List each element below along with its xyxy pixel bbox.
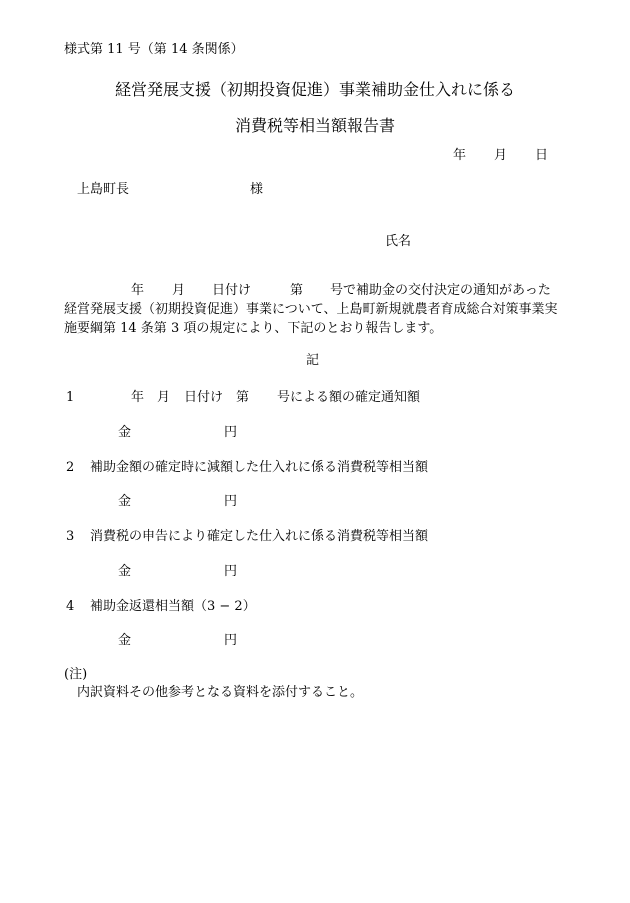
item-4-kin: 金 [118, 633, 132, 648]
date-day-label: 日 [535, 148, 549, 163]
addressee-name: 上島町長 [77, 182, 130, 197]
item-3-en: 円 [224, 564, 238, 579]
item-1-dated: 日付け [184, 390, 224, 405]
addressee-honorific: 様 [250, 182, 264, 197]
item-4-en: 円 [224, 633, 238, 648]
body-month: 月 [172, 283, 186, 298]
item-2-text: 補助金額の確定時に減額した仕入れに係る消費税等相当額 [90, 460, 429, 475]
item-2-kin: 金 [118, 494, 132, 509]
document-title-line-2: 消費税等相当額報告書 [234, 116, 395, 135]
note-text: 内訳資料その他参考となる資料を添付すること。 [77, 685, 364, 700]
item-3-kin: 金 [118, 564, 132, 579]
date-year-label: 年 [453, 148, 467, 163]
body-line1-text: 号で補助金の交付決定の通知があった [330, 283, 551, 298]
note-label: (注) [64, 667, 88, 682]
ki-heading: 記 [306, 353, 320, 368]
item-1-month: 月 [157, 390, 171, 405]
item-number: 2 [66, 460, 75, 475]
item-1-year: 年 [131, 390, 145, 405]
item-4-text: 補助金返還相当額（3 − 2） [90, 599, 256, 614]
date-month-label: 月 [494, 148, 508, 163]
applicant-name-label: 氏名 [385, 234, 412, 249]
document-title-line-1: 経営発展支援（初期投資促進）事業補助金仕入れに係る [114, 80, 515, 99]
item-number: 4 [66, 599, 75, 614]
item-2-en: 円 [224, 494, 238, 509]
body-dated: 日付け [212, 283, 252, 298]
item-1-en: 円 [224, 425, 238, 440]
form-number-label: 様式第 11 号（第 14 条関係） [64, 42, 244, 57]
item-1-number-label: 第 [236, 390, 250, 405]
body-line2: 経営発展支援（初期投資促進）事業について、上島町新規就農者育成総合対策事業実 [64, 302, 558, 317]
body-year: 年 [131, 283, 145, 298]
body-number: 第 [290, 283, 304, 298]
item-number: 1 [66, 390, 75, 405]
item-3-text: 消費税の申告により確定した仕入れに係る消費税等相当額 [90, 529, 429, 544]
body-line3: 施要綱第 14 条第 3 項の規定により、下記のとおり報告します。 [64, 321, 443, 336]
item-number: 3 [66, 529, 75, 544]
item-1-text: 号による額の確定通知額 [277, 390, 421, 405]
item-1-kin: 金 [118, 425, 132, 440]
